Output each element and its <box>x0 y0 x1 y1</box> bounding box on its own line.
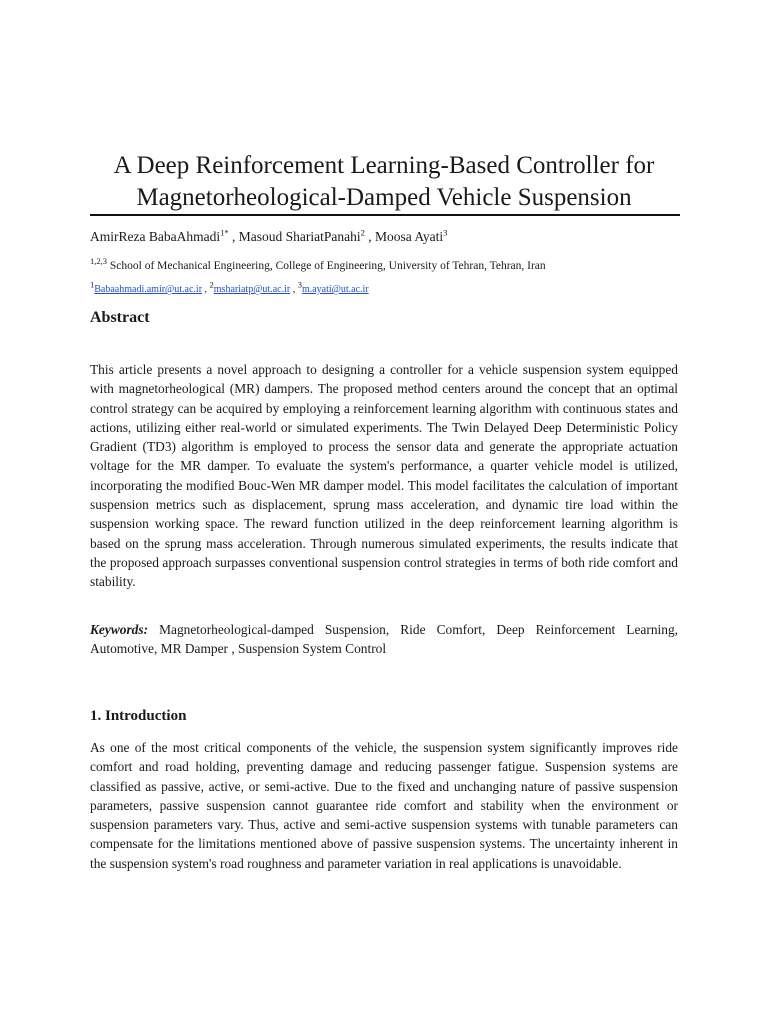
keywords-label: Keywords: <box>90 622 149 637</box>
email-list <box>90 279 369 297</box>
email-link[interactable]: mshariatp@ut.ac.ir <box>213 284 291 295</box>
affiliation <box>90 258 546 274</box>
email-link[interactable]: m.ayati@ut.ac.ir <box>301 284 369 295</box>
title-line-2: Magnetorheological-Damped Vehicle Suspension <box>136 184 632 211</box>
email-separator: , <box>290 284 298 295</box>
author-list <box>90 228 447 246</box>
title-divider <box>90 214 680 216</box>
author-separator: , <box>228 229 239 244</box>
title-line-1: A Deep Reinforcement Learning-Based Controller for <box>113 152 655 179</box>
email-marker: 3 <box>297 279 302 290</box>
author-name: Moosa Ayati <box>374 229 444 244</box>
paper-title <box>90 150 678 214</box>
email-marker: 2 <box>209 279 214 290</box>
affiliation-marker: 1,2,3 <box>90 256 107 267</box>
paper-page <box>90 0 678 1024</box>
author-marker: 3 <box>443 227 448 238</box>
author-separator: , <box>364 229 375 244</box>
author-name: Masoud ShariatPanahi <box>238 229 361 244</box>
affiliation-text: School of Mechanical Engineering, College of Engineering, University of Tehran, Tehran, Iran <box>109 260 546 272</box>
author-marker: 2 <box>360 227 365 238</box>
email-link[interactable]: Babaahmadi.amir@ut.ac.ir <box>94 284 203 295</box>
introduction-heading: 1. Introduction <box>90 708 187 724</box>
introduction-body: As one of the most critical components of the vehicle, the suspension system significantly improves ride comfort and road holding, preventing damage and reducing passenger fatigue. Suspension systems are classified as passive, active, or semi-active. Due to the fixed and unchanging nature of passive suspension parameters, passive suspension cannot guarantee ride comfort and stability when the environment or suspension parameters vary. Thus, active and semi-active suspension systems with tunable parameters can compensate for the limitations mentioned above of passive suspension systems. The uncertainty inherent in the suspension system's road roughness and parameter variation in real applications is unavoidable. <box>90 740 678 871</box>
email-marker: 1 <box>90 279 95 290</box>
abstract-heading: Abstract <box>90 309 150 326</box>
email-separator: , <box>202 284 210 295</box>
abstract-body: This article presents a novel approach to designing a controller for a vehicle suspension system equipped with magnetorheological (MR) dampers. The proposed method centers around the concept that an optimal control strategy can be acquired by employing a reinforcement learning algorithm with continuous states and actions, utilizing either real-world or simulated experiments. The Twin Delayed Deep Deterministic Policy Gradient (TD3) algorithm is employed to process the sensor data and generate the appropriate actuation voltage for the MR damper. To evaluate the system's performance, a quarter vehicle model is utilized, incorporating the modified Bouc-Wen MR damper model. This model facilitates the calculation of important suspension metrics such as displacement, sprung mass acceleration, and dynamic tire load within the suspension working space. The reward function utilized in the deep reinforcement learning algorithm is based on the sprung mass acceleration. Through numerous simulated experiments, the results indicate that the proposed approach surpasses conventional suspension control strategies in terms of both ride comfort and stability. <box>90 362 678 590</box>
author-name: AmirReza BabaAhmadi <box>90 229 221 244</box>
keywords <box>90 620 678 659</box>
author-marker: 1* <box>220 227 229 238</box>
keywords-text: Magnetorheological-damped Suspension, Ride Comfort, Deep Reinforcement Learning, Automotive, MR Damper , Suspension System Control <box>90 622 678 657</box>
